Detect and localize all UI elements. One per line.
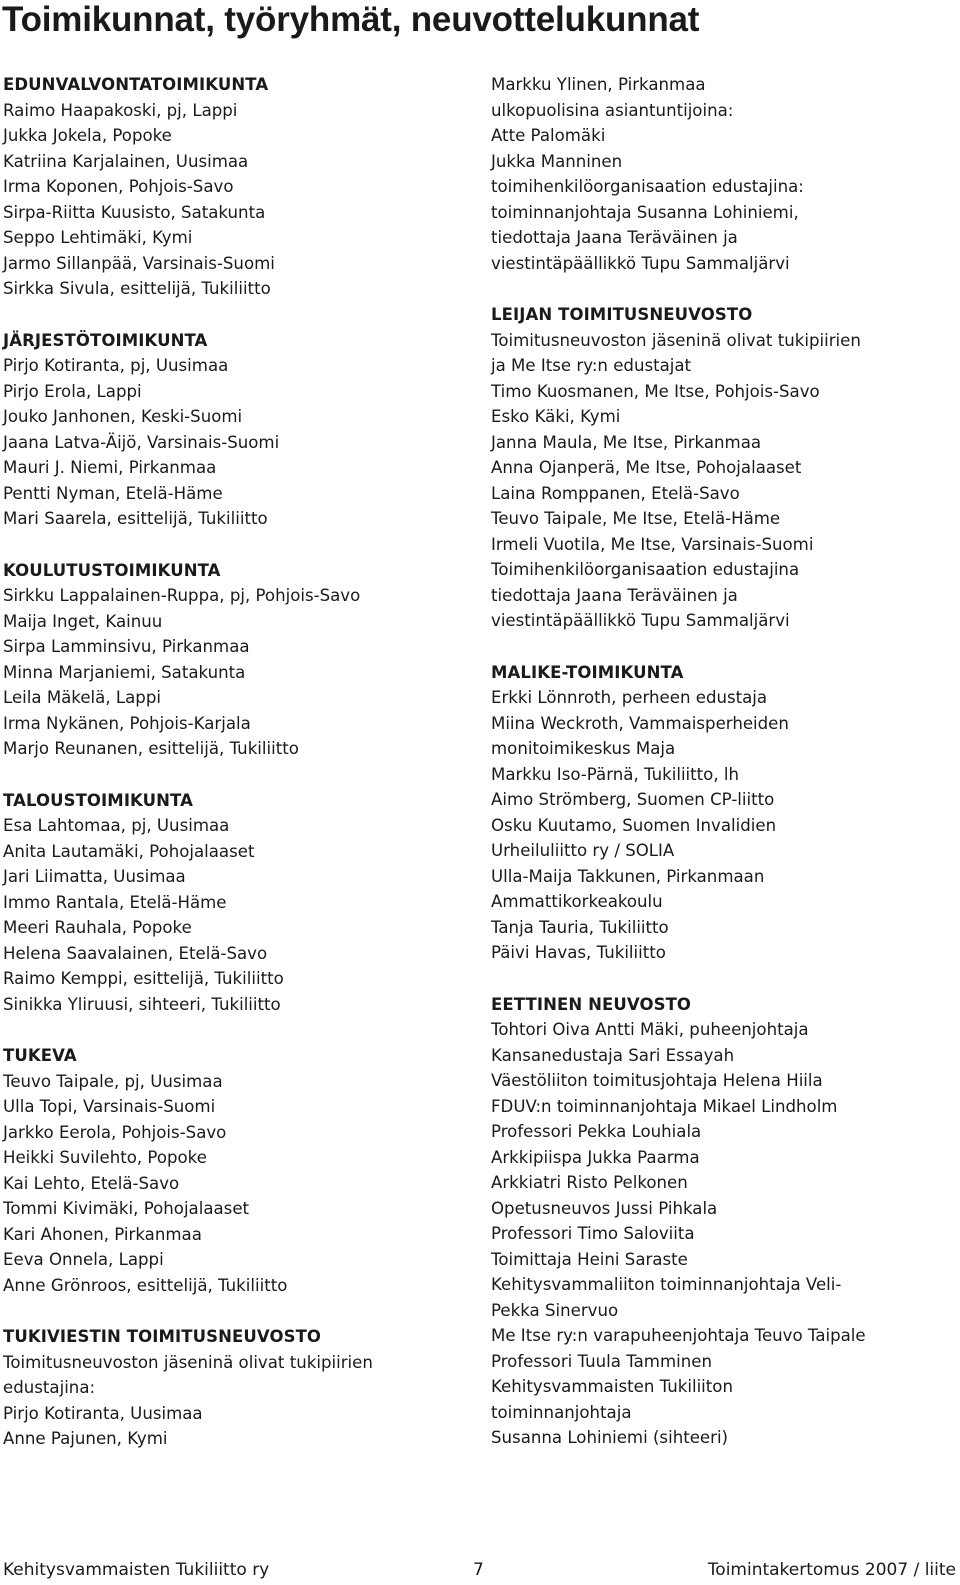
member-line: Sinikka Yliruusi, sihteeri, Tukiliitto [3,994,281,1014]
member-line: Ulla Topi, Varsinais-Suomi [3,1097,216,1116]
member-line: Toimihenkilöorganisaation edustajina [491,560,800,579]
member-line: Minna Marjaniemi, Satakunta [3,662,246,682]
committee-section [491,992,960,1451]
member-line: Katriina Karjalainen, Uusimaa [3,151,249,171]
section-heading: TUKEVA [3,1046,77,1065]
member-line: Professori Timo Saloviita [491,1224,695,1243]
member-line: Arkkiatri Risto Pelkonen [491,1173,688,1192]
member-line: Laina Romppanen, Etelä-Savo [491,483,740,503]
member-line: FDUV:n toiminnanjohtaja Mikael Lindholm [491,1096,838,1116]
footer-organization: Kehitysvammaisten Tukiliitto ry [3,1560,270,1580]
member-line: Meeri Rauhala, Popoke [3,918,192,937]
member-line: Marjo Reunanen, esittelijä, Tukiliitto [3,739,299,758]
member-line: Pekka Sinervuo [491,1300,619,1320]
member-line: Erkki Lönnroth, perheen edustaja [491,688,768,707]
member-line: Immo Rantala, Etelä-Häme [3,892,227,912]
section-heading: EETTINEN NEUVOSTO [491,994,692,1014]
member-line: Eeva Onnela, Lappi [3,1250,164,1269]
committee-section [491,660,960,966]
member-line: Päivi Havas, Tukiliitto [491,943,666,962]
footer-page-number: 7 [473,1560,484,1580]
member-line: Markku Ylinen, Pirkanmaa [491,75,706,94]
member-line: Me Itse ry:n varapuheenjohtaja Teuvo Taipale [491,1326,866,1345]
member-line: Miina Weckroth, Vammaisperheiden [491,713,789,733]
member-line: toimihenkilöorganisaation edustajina: [491,177,804,196]
member-line: Seppo Lehtimäki, Kymi [3,228,193,247]
member-line: Anne Pajunen, Kymi [3,1429,168,1448]
member-line: Teuvo Taipale, Me Itse, Etelä-Häme [491,509,781,528]
member-line: Jukka Manninen [491,151,623,171]
committee-section [3,558,473,762]
member-line: Leila Mäkelä, Lappi [3,688,161,707]
member-line: Arkkipiispa Jukka Paarma [491,1147,700,1167]
member-line: Esa Lahtomaa, pj, Uusimaa [3,816,230,835]
member-line: Sirpa-Riitta Kuusisto, Satakunta [3,202,266,222]
member-line: Jarmo Sillanpää, Varsinais-Suomi [3,253,275,273]
member-line: tiedottaja Jaana Teräväinen ja [491,585,738,605]
member-line: Ammattikorkeakoulu [491,892,663,911]
section-heading: MALIKE-TOIMIKUNTA [491,662,684,682]
committee-section [3,1324,473,1452]
section-heading: EDUNVALVONTATOIMIKUNTA [3,75,269,94]
member-line: Pirjo Kotiranta, pj, Uusimaa [3,356,229,375]
member-line: Mauri J. Niemi, Pirkanmaa [3,458,217,477]
section-heading: KOULUTUSTOIMIKUNTA [3,560,221,580]
member-line: Susanna Lohiniemi (sihteeri) [491,1428,729,1447]
member-line: Irma Koponen, Pohjois-Savo [3,177,234,196]
member-line: Opetusneuvos Jussi Pihkala [491,1198,718,1218]
member-line: Kari Ahonen, Pirkanmaa [3,1224,202,1244]
page-title: Toimikunnat, työryhmät, neuvottelukunnat [2,0,700,39]
member-line: Jaana Latva-Äijö, Varsinais-Suomi [3,432,280,452]
member-line: Sirkka Sivula, esittelijä, Tukiliitto [3,279,271,298]
member-line: Tanja Tauria, Tukiliitto [491,917,669,937]
left-column [3,72,473,1478]
section-heading: TUKIVIESTIN TOIMITUSNEUVOSTO [3,1327,322,1346]
member-line: Pirjo Erola, Lappi [3,381,142,401]
page-footer [0,1558,960,1582]
member-line: Kehitysvammaliiton toiminnanjohtaja Veli- [491,1275,842,1294]
member-line: Anita Lautamäki, Pohojalaaset [3,841,255,861]
member-line: monitoimikeskus Maja [491,739,676,758]
member-line: viestintäpäällikkö Tupu Sammaljärvi [491,611,790,630]
member-line: Raimo Haapakoski, pj, Lappi [3,100,238,120]
member-line: Sirpa Lamminsivu, Pirkanmaa [3,637,250,656]
member-line: viestintäpäällikkö Tupu Sammaljärvi [491,253,790,273]
member-line: Toimitusneuvoston jäseninä olivat tukipiirien [3,1352,373,1372]
member-line: Professori Pekka Louhiala [491,1122,702,1141]
member-line: Helena Saavalainen, Etelä-Savo [3,943,268,963]
committee-section [3,1043,473,1298]
member-line: Pentti Nyman, Etelä-Häme [3,483,223,503]
member-line: Teuvo Taipale, pj, Uusimaa [3,1071,223,1091]
member-line: Anna Ojanperä, Me Itse, Pohojalaaset [491,458,802,477]
committee-section [491,302,960,634]
member-line: toiminnanjohtaja [491,1402,632,1422]
member-line: Jouko Janhonen, Keski-Suomi [3,407,243,426]
member-line: Väestöliiton toimitusjohtaja Helena Hiila [491,1071,823,1090]
member-line: Kai Lehto, Etelä-Savo [3,1173,180,1193]
member-line: Kehitysvammaisten Tukiliiton [491,1377,733,1396]
footer-report-title: Toimintakertomus 2007 / liite [707,1560,956,1580]
member-line: Pirjo Kotiranta, Uusimaa [3,1403,203,1423]
member-line: Osku Kuutamo, Suomen Invalidien [491,815,777,835]
member-line: Janna Maula, Me Itse, Pirkanmaa [491,432,762,452]
member-line: toiminnanjohtaja Susanna Lohiniemi, [491,202,799,222]
committee-section [491,72,960,276]
section-heading: TALOUSTOIMIKUNTA [3,790,194,810]
member-line: edustajina: [3,1378,96,1397]
member-line: Raimo Kemppi, esittelijä, Tukiliitto [3,969,284,988]
member-line: ulkopuolisina asiantuntijoina: [491,100,734,120]
member-line: Jukka Jokela, Popoke [3,126,172,145]
member-line: Markku Iso-Pärnä, Tukiliitto, lh [491,764,740,784]
member-line: Atte Palomäki [491,126,606,145]
member-line: Jari Liimatta, Uusimaa [3,867,186,886]
member-line: Jarkko Eerola, Pohjois-Savo [3,1122,227,1142]
member-line: Aimo Strömberg, Suomen CP-liitto [491,790,775,809]
member-line: Kansanedustaja Sari Essayah [491,1045,735,1065]
member-line: Toimitusneuvoston jäseninä olivat tukipiirien [491,330,861,350]
committee-section [3,328,473,532]
member-line: Esko Käki, Kymi [491,407,621,426]
committee-section [3,788,473,1018]
member-line: Tommi Kivimäki, Pohojalaaset [3,1199,250,1218]
member-line: Irmeli Vuotila, Me Itse, Varsinais-Suomi [491,534,814,554]
section-heading: LEIJAN TOIMITUSNEUVOSTO [491,305,753,324]
member-line: Irma Nykänen, Pohjois-Karjala [3,713,251,733]
member-line: Professori Tuula Tamminen [491,1351,712,1371]
member-line: Heikki Suvilehto, Popoke [3,1148,207,1167]
right-column [491,72,960,1477]
member-line: Maija Inget, Kainuu [3,611,163,631]
section-heading: JÄRJESTÖTOIMIKUNTA [3,330,208,350]
member-line: Anne Grönroos, esittelijä, Tukiliitto [3,1275,288,1295]
member-line: Toimittaja Heini Saraste [491,1249,688,1269]
member-line: Timo Kuosmanen, Me Itse, Pohjois-Savo [491,381,820,401]
member-line: ja Me Itse ry:n edustajat [491,356,692,375]
member-line: Mari Saarela, esittelijä, Tukiliitto [3,509,268,528]
committee-section [3,72,473,302]
member-line: Urheiluliitto ry / SOLIA [491,841,675,860]
member-line: Tohtori Oiva Antti Mäki, puheenjohtaja [491,1020,809,1039]
member-line: tiedottaja Jaana Teräväinen ja [491,228,738,247]
member-line: Ulla-Maija Takkunen, Pirkanmaan [491,866,765,886]
member-line: Sirkku Lappalainen-Ruppa, pj, Pohjois-Savo [3,586,361,605]
